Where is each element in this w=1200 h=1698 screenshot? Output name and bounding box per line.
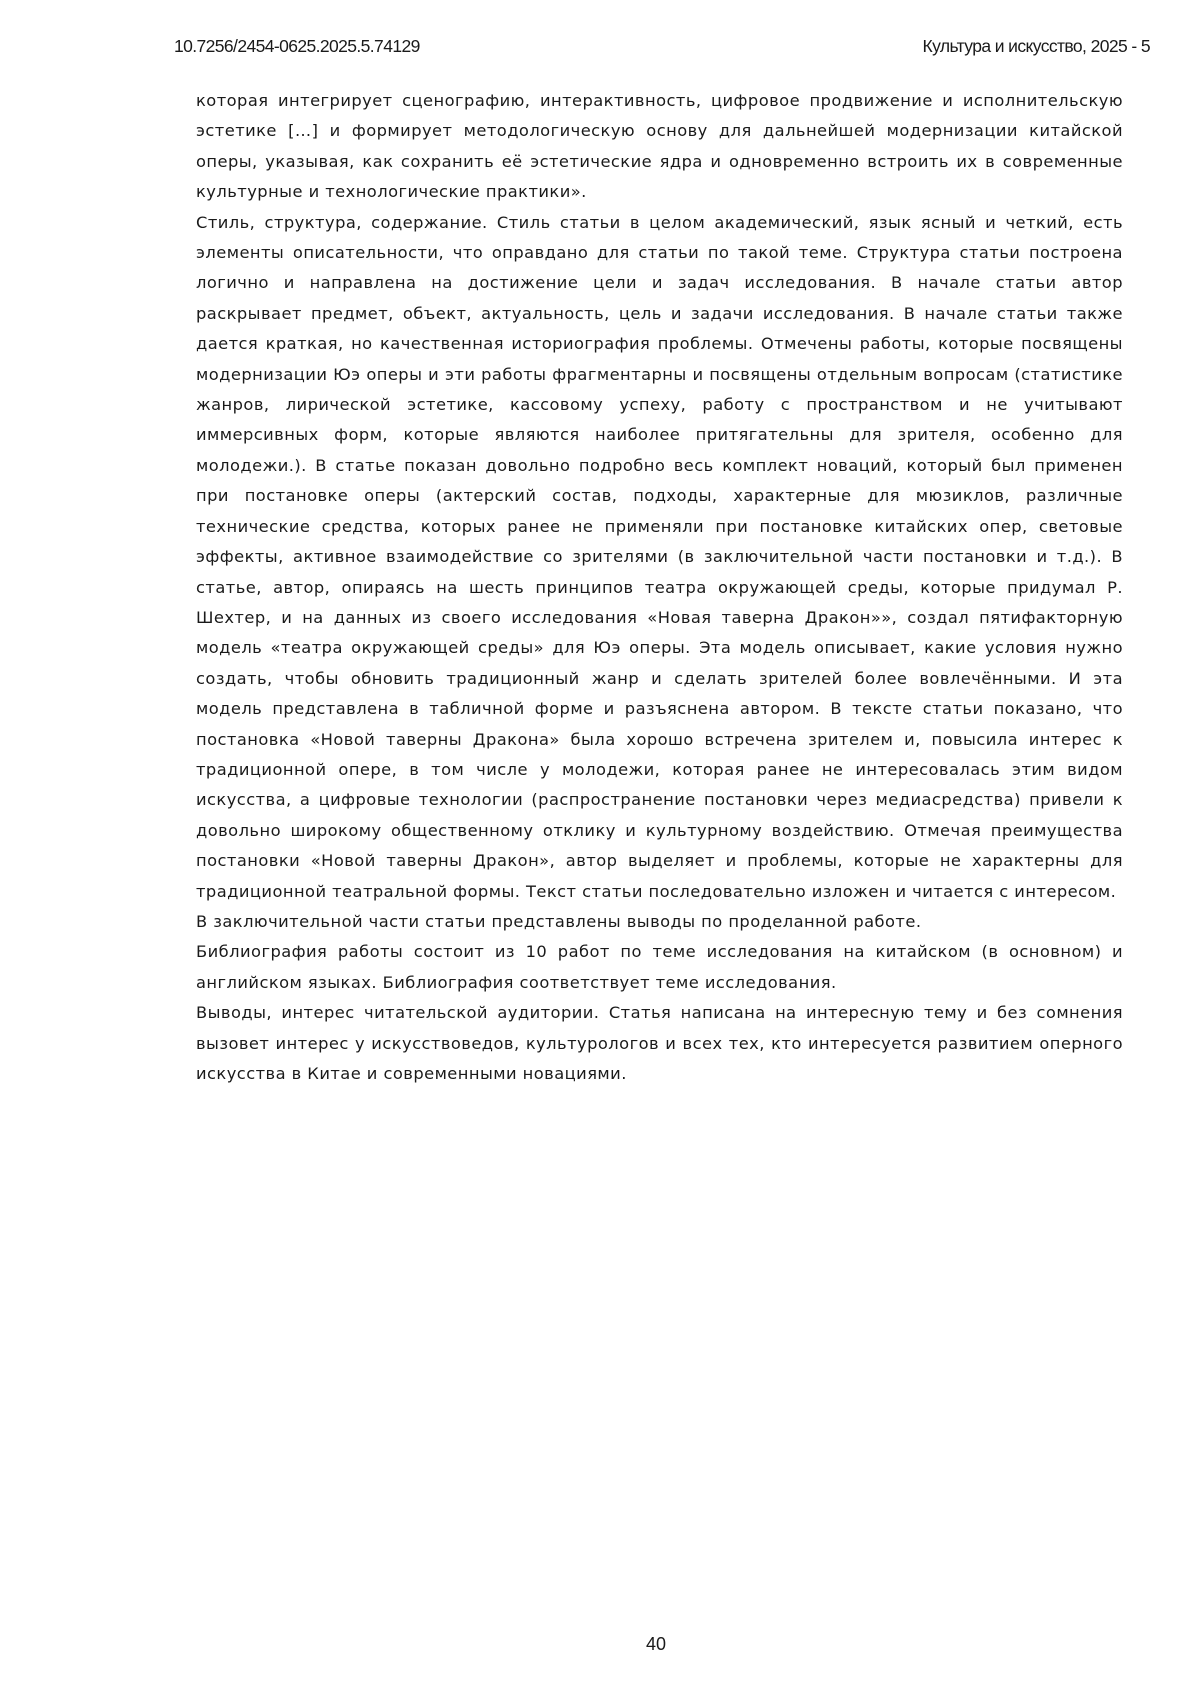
running-head [174,36,1150,62]
page-number: 40 [645,1634,667,1654]
paragraph-continuation: которая интегрирует сценографию, интерактивность, цифровое продвижение и исполнительскую эстетике […] и формирует методологическую основу для дальнейшей модернизации китайской оперы, указывая, как сохранить её эстетические ядра и одновременно встроить их в современные культурные и технологические практики». [196,91,1123,202]
paragraph-reader-interest: Выводы, интерес читательской аудитории. Статья написана на интересную тему и без сомнения вызовет интерес у искусствоведов, культурологов и всех тех, кто интересуется развитием оперного искусства в Китае и современными новациями. [196,1003,1123,1083]
paragraph-bibliography: Библиография работы состоит из 10 работ по теме исследования на китайском (в основном) и английском языках. Библиография соответствует теме исследования. [196,942,1123,992]
journal-issue-text: Культура и искусство, 2025 - 5 [922,36,1150,56]
paragraph-style-structure-content: Стиль, структура, содержание. Стиль статьи в целом академический, язык ясный и четкий, есть элементы описательности, что оправдано для статьи по такой теме. Структура статьи построена логично и направлена на достижение цели и задач исследования. В начале статьи автор раскрывает предмет, объект, актуальность, цель и задачи исследования. В начале статьи также дается краткая, но качественная историография проблемы. Отмечены работы, которые посвящены модернизации Юэ оперы и эти работы фрагментарны и посвящены отдельным вопросам (статистике жанров, лирической эстетике, кассовому успеху, работу с пространством и не учитывают иммерсивных форм, которые являются наиболее притягательны для зрителя, особенно для молодежи.). В статье показан довольно подробно весь комплект новаций, который был применен при постановке оперы (актерский состав, подходы, характерные для мюзиклов, различные технические средства, которых ранее не применяли при постановке китайских опер, световые эффекты, активное взаимодействие со зрителями (в заключительной части постановки и т.д.). В статье, автор, опираясь на шесть принципов театра окружающей среды, которые придумал Р. Шехтер, и на данных из своего исследования «Новая таверна Дракон»», создал пятифакторную модель «театра окружающей среды» для Юэ оперы. Эта модель описывает, какие условия нужно создать, чтобы обновить традиционный жанр и сделать зрителей более вовлечёнными. И эта модель представлена в табличной форме и разъяснена автором. В тексте статьи показано, что постановка «Новой таверны Дракона» была хорошо встречена зрителем и, повысила интерес к традиционной опере, в том числе у молодежи, которая ранее не интересовалась этим видом искусства, а цифровые технологии (распространение постановки через медиасредства) привели к довольно широкому общественному отклику и культурному воздействию. Отмечая преимущества постановки «Новой таверны Дракон», автор выделяет и проблемы, которые не характерны для традиционной театральной формы. Текст статьи последовательно изложен и читается с интересом. [196,212,1123,901]
paragraph-conclusion-part: В заключительной части статьи представлены выводы по проделанной работе. [196,911,922,931]
doi-text: 10.7256/2454-0625.2025.5.74129 [174,36,420,56]
article-body [196,86,1123,1089]
